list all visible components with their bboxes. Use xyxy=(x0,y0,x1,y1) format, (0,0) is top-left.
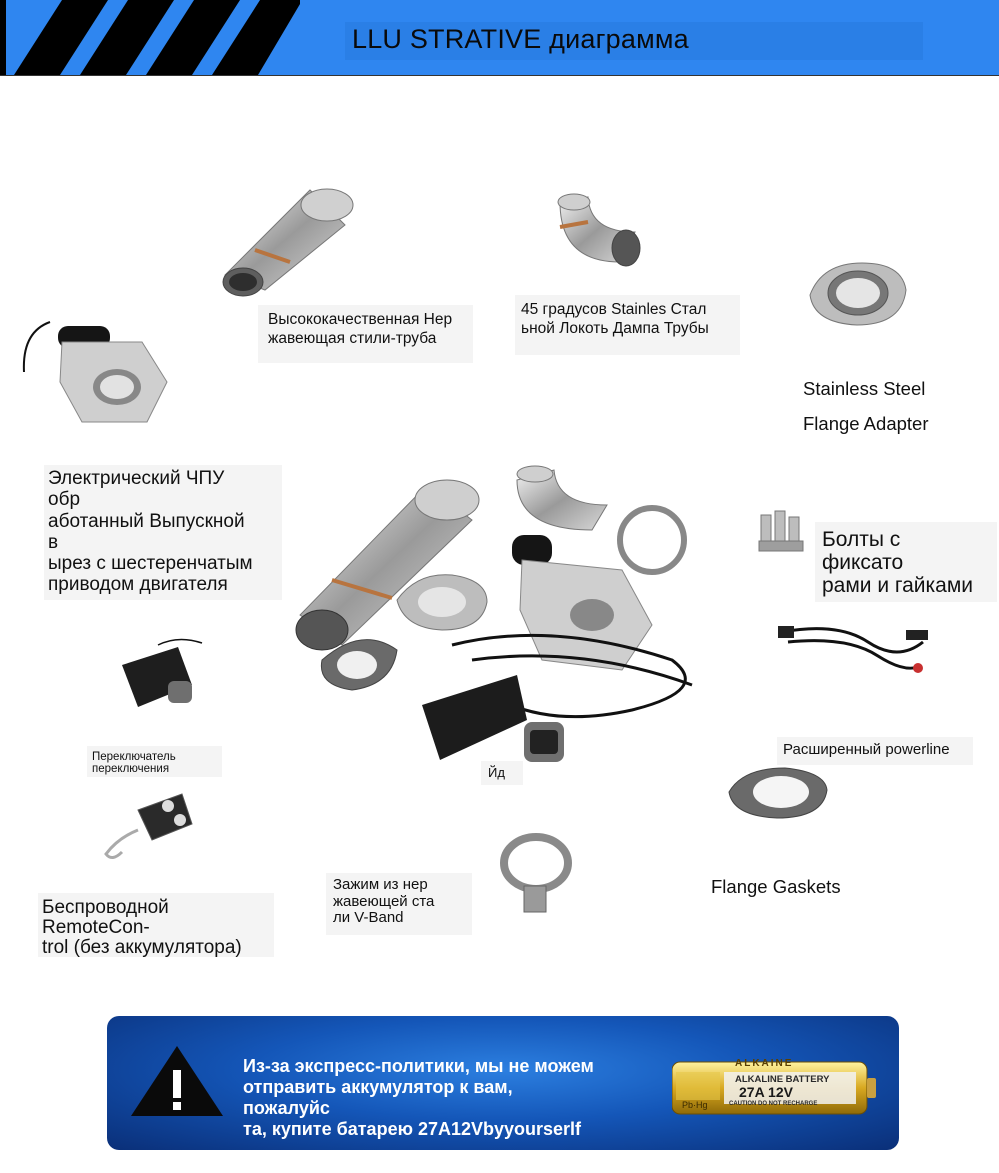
battery-brand: ALKAINE xyxy=(735,1058,794,1069)
flange-adapter-image xyxy=(802,255,910,330)
flange-gaskets-label: Flange Gaskets xyxy=(711,876,841,897)
center-tag-label: Йд xyxy=(488,765,505,780)
remote-label: Беспроводной RemoteCon- trol (без аккумулятора) xyxy=(42,897,242,958)
bolts-label: Болты с фиксато рами и гайками xyxy=(822,528,974,598)
flange-gasket-image xyxy=(725,762,831,822)
cutout-label: Электрический ЧПУ обр аботанный Выпускной в ырез с шестеренчатым приводом двигателя xyxy=(48,468,253,596)
wireless-remote-image xyxy=(98,790,196,866)
downpipe-label: Высококачественная Нер жавеющая стили-труба xyxy=(268,311,453,348)
header-divider xyxy=(0,75,999,76)
switch-label: Переключатель переключения xyxy=(92,751,176,776)
battery-line1: ALKALINE BATTERY xyxy=(735,1074,830,1085)
exhaust-cutout-kit-image xyxy=(292,460,732,780)
downpipe-image xyxy=(215,180,355,305)
battery-line3: CAUTION DO NOT RECHARGE xyxy=(729,1101,818,1107)
vband-clamp-image xyxy=(494,818,576,918)
header-banner xyxy=(0,0,999,75)
battery-warning-banner xyxy=(107,1016,899,1150)
page-title: LLU STRATIVE диаграмма xyxy=(352,24,689,54)
electric-cutout-image xyxy=(22,312,172,424)
elbow-pipe-image xyxy=(540,192,645,282)
header-stripes-decoration xyxy=(0,0,300,75)
battery-line2: 27A 12V xyxy=(739,1084,793,1100)
battery-mark: Pb·Hg xyxy=(682,1100,708,1110)
bolts-image xyxy=(755,505,805,557)
powerline-label: Расширенный powerline xyxy=(783,741,950,758)
powerline-cable-image xyxy=(778,612,930,684)
elbow-label: 45 градусов Stainles Стал ьной Локоть Дампа Трубы xyxy=(521,301,709,338)
switch-box-image xyxy=(118,635,204,711)
warning-message: Из-за экспресс-политики, мы не можем отправить аккумулятор к вам, пожалуйс та, купите батарею 27A12Vbyyourserlf xyxy=(243,1056,594,1139)
flange-adapter-label: Stainless Steel Flange Adapter xyxy=(803,378,929,435)
vband-label: Зажим из нер жавеющей ста ли V-Band xyxy=(333,876,435,926)
warning-triangle-icon xyxy=(129,1044,225,1118)
